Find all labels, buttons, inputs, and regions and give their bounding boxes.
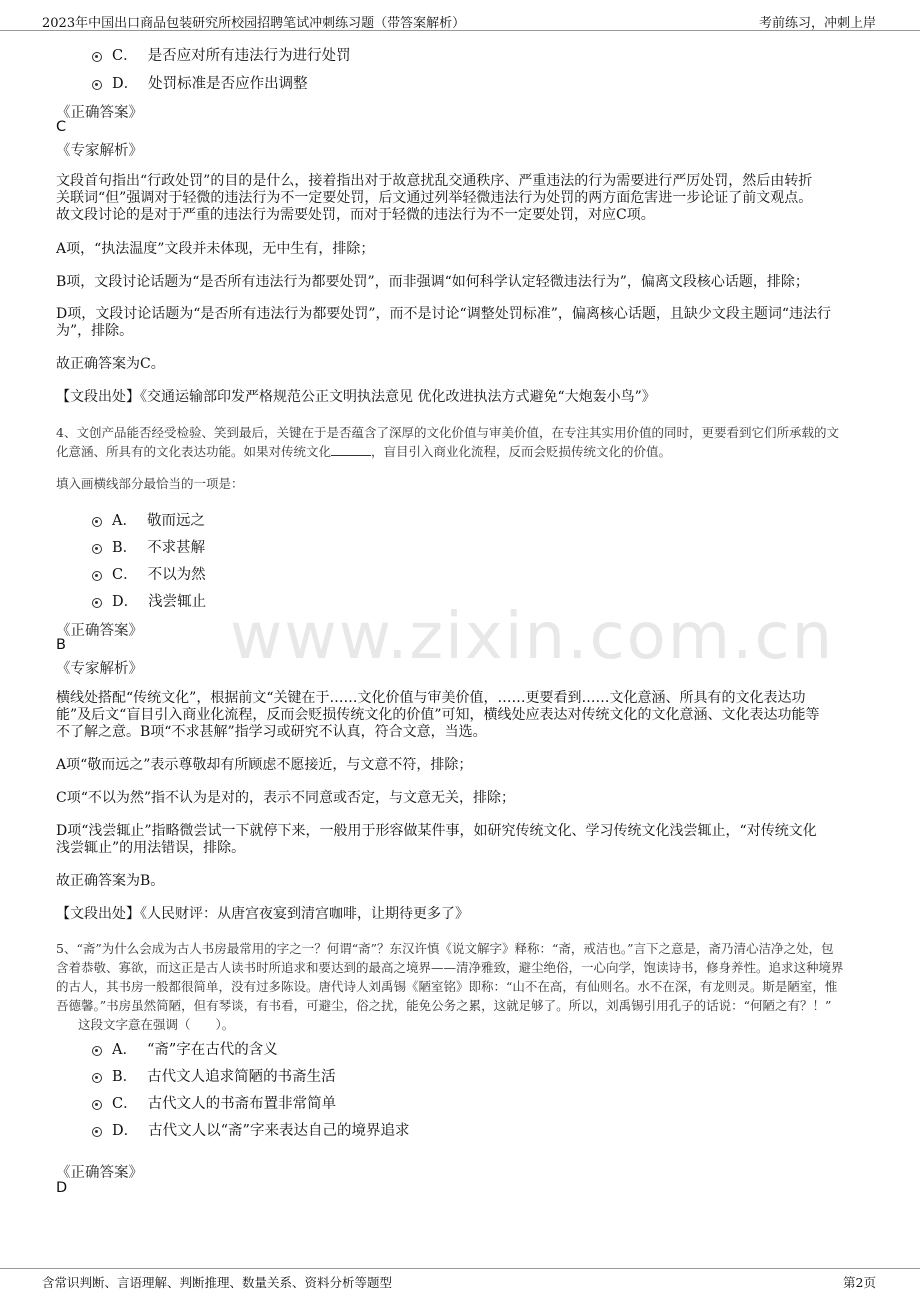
analysis-tag: 《专家解析》 (56, 661, 143, 677)
option-key: D． (112, 75, 139, 92)
answer-tag: 《正确答案》 (56, 623, 143, 639)
analysis-line: 横线处搭配“传统文化”，根据前文“关键在于……文化价值与审美价值，……更要看到……文化意涵、所具有的文化表达功 (56, 690, 806, 706)
source-citation: 【文段出处】《人民财评：从唐宫夜宴到清宫咖啡，让期待更多了》 (56, 906, 469, 922)
source-citation: 【文段出处】《交通运输部印发严格规范公正文明执法意见 优化改进执法方式避免“大炮轰小鸟”》 (56, 389, 656, 405)
footer-topics: 含常识判断、言语理解、判断推理、数量关系、资料分析等题型 (42, 1275, 393, 1290)
stem-text: ，盲目引入商业化流程，反而会贬损传统文化的价值。 (371, 444, 672, 459)
q5-option-a[interactable] (92, 1037, 278, 1059)
option-text: 是否应对所有违法行为进行处罚 (147, 47, 351, 64)
conclusion: 故正确答案为C。 (56, 356, 165, 372)
radio-icon[interactable] (92, 544, 102, 554)
page-footer (0, 1268, 920, 1303)
radio-icon[interactable] (92, 517, 102, 527)
analysis-tag: 《专家解析》 (56, 143, 143, 159)
document-title: 2023年中国出口商品包装研究所校园招聘笔试冲刺练习题（带答案解析） (42, 16, 466, 31)
option-text: 处罚标准是否应作出调整 (148, 75, 308, 92)
stem-line: 吾德馨。”书房虽然简陋，但有琴谈，有书看，可避尘，俗之扰，能免公务之累，这就足够了。所以，刘禹锡引用孔子的话说：“何陋之有？！” (56, 998, 832, 1013)
analysis-option-d: D项，文段讨论话题为“是否所有违法行为都要处罚”，而不是讨论“调整处罚标准”，偏离核心话题，且缺少文段主题词“违法行 (56, 306, 832, 322)
option-key: D． (112, 1122, 139, 1139)
q4-prompt: 填入画横线部分最恰当的一项是： (56, 476, 244, 491)
q4-option-c[interactable] (92, 562, 206, 584)
q5-option-c[interactable] (92, 1091, 336, 1113)
option-key: B． (112, 539, 138, 556)
option-text: 古代文人以“斋”字来表达自己的境界追求 (148, 1122, 410, 1139)
conclusion: 故正确答案为B。 (56, 873, 165, 889)
stem-line: 5、“斋”为什么会成为古人书房最常用的字之一？何谓“斋”？东汉许慎《说文解字》释称：“斋，戒洁也。”言下之意是，斋乃清心洁净之处，包 (56, 941, 834, 956)
analysis-option-d: D项“浅尝辄止”指略微尝试一下就停下来，一般用于形容做某件事，如研究传统文化、学习传统文化浅尝辄止，“对传统文化 (56, 823, 817, 839)
radio-icon[interactable] (92, 571, 102, 581)
answer-tag: 《正确答案》 (56, 1165, 143, 1181)
q5-stem (56, 939, 864, 1034)
option-key: A． (112, 512, 137, 529)
analysis-line: 文段首句指出“行政处罚”的目的是什么，接着指出对于故意扰乱交通秩序、严重违法的行为需要进行严厉处罚，然后由转折 (56, 173, 813, 189)
analysis-line: 能”及后文“盲目引入商业化流程，反而会贬损传统文化的价值”可知，横线处应表达对传统文化的文化意涵、文化表达功能等 (56, 707, 820, 723)
watermark: www.zixin.com.cn (230, 600, 835, 674)
correct-answer: D (56, 1180, 68, 1196)
correct-answer: C (56, 119, 67, 135)
q5-option-d[interactable] (92, 1118, 409, 1140)
radio-icon[interactable] (92, 598, 102, 608)
page-header (0, 0, 920, 31)
q3-option-d[interactable] (92, 71, 308, 93)
option-key: C． (112, 47, 138, 64)
option-key: B． (112, 1068, 138, 1085)
analysis-line: 关联词“但”强调对于轻微的违法行为不一定要处罚，后文通过列举轻微违法行为处罚的两方面危害进一步论证了前文观点。 (56, 190, 813, 206)
analysis-option-a: A项，“执法温度”文段并未体现，无中生有，排除； (56, 241, 375, 257)
option-text: 不以为然 (147, 566, 206, 583)
analysis-option-b: B项，文段讨论话题为“是否所有违法行为都要处罚”，而非强调“如何科学认定轻微违法行为”，偏离文段核心话题，排除； (56, 274, 809, 290)
option-text: 古代文人的书斋布置非常简单 (147, 1095, 337, 1112)
radio-icon[interactable] (92, 1100, 102, 1110)
option-text: “斋”字在古代的含义 (146, 1041, 278, 1058)
stem-line (56, 442, 864, 461)
analysis-option-d: 浅尝辄止”的用法错误，排除。 (56, 840, 246, 856)
stem-text: 化意涵、所具有的文化表达功能。如果对传统文化 (56, 444, 332, 459)
q4-option-a[interactable] (92, 508, 205, 530)
option-key: A． (112, 1041, 137, 1058)
answer-tag: 《正确答案》 (56, 105, 143, 121)
option-key: C． (112, 566, 138, 583)
radio-icon[interactable] (92, 80, 102, 90)
radio-icon[interactable] (92, 1073, 102, 1083)
fill-blank (331, 443, 371, 456)
option-key: D． (112, 593, 139, 610)
q4-stem (56, 423, 864, 461)
stem-line: 含着恭敬、寡欲，而这正是古人读书时所追求和要达到的最高之境界——清净雅致，避尘绝俗，一心向学，饱读诗书，修身养性。追求这种境界 (56, 960, 844, 975)
option-text: 浅尝辄止 (148, 593, 207, 610)
option-text: 不求甚解 (147, 539, 206, 556)
page-number: 第2页 (843, 1275, 876, 1290)
analysis-option-c: C项“不以为然”指不认为是对的，表示不同意或否定，与文意无关，排除； (56, 790, 516, 806)
analysis-line: 不了解之意。B项“不求甚解”指学习或研究不认真，符合文意，当选。 (56, 724, 487, 740)
analysis-line: 故文段讨论的是对于严重的违法行为需要处罚，而对于轻微的违法行为不一定要处罚，对应C项。 (56, 207, 655, 223)
stem-question: 这段文字意在强调（ ）。 (78, 1017, 235, 1032)
radio-icon[interactable] (92, 52, 102, 62)
radio-icon[interactable] (92, 1127, 102, 1137)
stem-line: 的古人，其书房一般都很简单，没有过多陈设。唐代诗人刘禹锡《陋室铭》即称：“山不在高，有仙则名。水不在深，有龙则灵。斯是陋室，惟 (56, 979, 838, 994)
header-slogan: 考前练习，冲刺上岸 (758, 16, 876, 31)
analysis-option-d: 为”，排除。 (56, 323, 134, 339)
q5-option-b[interactable] (92, 1064, 336, 1086)
radio-icon[interactable] (92, 1046, 102, 1056)
option-text: 古代文人追求简陋的书斋生活 (147, 1068, 336, 1085)
q3-option-c[interactable] (92, 43, 351, 65)
option-key: C． (112, 1095, 138, 1112)
option-text: 敬而远之 (146, 512, 205, 529)
stem-line: 4、文创产品能否经受检验、笑到最后，关键在于是否蕴含了深厚的文化价值与审美价值，在专注其实用价值的同时，更要看到它们所承载的文 (56, 425, 839, 440)
analysis-option-a: A项“敬而远之”表示尊敬却有所顾虑不愿接近，与文意不符，排除； (56, 757, 473, 773)
q4-option-d[interactable] (92, 589, 206, 611)
correct-answer: B (56, 637, 66, 653)
q4-option-b[interactable] (92, 535, 205, 557)
